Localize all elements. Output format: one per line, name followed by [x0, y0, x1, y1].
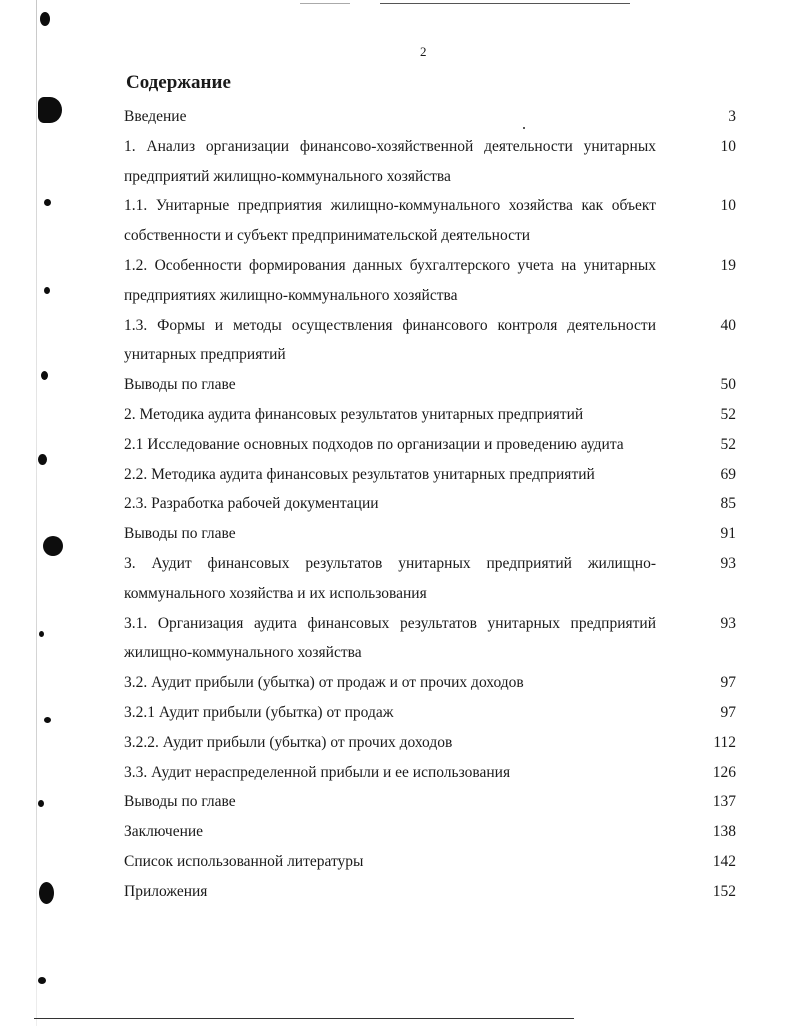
binding-hole-mark [43, 536, 63, 556]
binding-hole-mark [38, 977, 46, 984]
toc-entry-title: 1. Анализ организации финансово-хозяйственной деятельности унитарных предприятий жилищно-коммунального хозяйства [124, 137, 656, 185]
toc-entry-title: 3.2.1 Аудит прибыли (убытка) от продаж [124, 703, 394, 721]
toc-entry [124, 519, 740, 549]
scan-left-edge [36, 0, 37, 1026]
binding-hole-mark [44, 199, 51, 206]
table-of-contents [124, 102, 740, 907]
toc-entry [124, 758, 740, 788]
toc-entry [124, 549, 740, 609]
toc-entry [124, 877, 740, 907]
toc-entry [124, 251, 740, 311]
toc-entry [124, 728, 740, 758]
toc-entry-title: 3. Аудит финансовых результатов унитарных предприятий жилищно-коммунального хозяйства и их использования [124, 554, 656, 602]
toc-entry-page: 52 [720, 435, 736, 453]
toc-entry-title: Выводы по главе [124, 376, 236, 394]
toc-entry-page: 85 [720, 495, 736, 513]
toc-entry [124, 191, 740, 251]
toc-entry-page: 40 [720, 316, 736, 334]
toc-entry-title: 3.3. Аудит нераспределенной прибыли и ее использования [124, 763, 511, 781]
toc-entry-page: 3 [728, 108, 736, 125]
top-border-line [380, 3, 630, 4]
toc-entry-title: Приложения [124, 882, 208, 900]
toc-entry [124, 698, 740, 728]
toc-entry-page: 97 [720, 674, 736, 692]
toc-entry-page: 93 [720, 614, 736, 632]
toc-entry-title: Выводы по главе [124, 793, 236, 811]
toc-entry-page: 126 [712, 763, 736, 781]
toc-entry-page: 52 [720, 405, 736, 423]
toc-entry-page: 69 [720, 465, 736, 483]
toc-entry-title: 2. Методика аудита финансовых результатов унитарных предприятий [124, 405, 584, 423]
toc-entry [124, 668, 740, 698]
toc-entry [124, 460, 740, 490]
binding-hole-mark [38, 97, 62, 123]
toc-entry-title: Заключение [124, 823, 204, 841]
toc-entry-page: 10 [720, 137, 736, 155]
toc-entry-page: 152 [712, 882, 736, 900]
toc-entry-page: 142 [712, 852, 736, 870]
bottom-border-line [34, 1018, 574, 1019]
page-title: Содержание [126, 72, 231, 93]
toc-entry-page: 19 [720, 256, 736, 274]
toc-entry-page: 91 [720, 525, 736, 543]
toc-entry [124, 370, 740, 400]
toc-entry [124, 847, 740, 877]
toc-entry-title: Введение [124, 108, 187, 125]
toc-entry-page: 50 [720, 376, 736, 394]
toc-entry [124, 489, 740, 519]
top-border-fragment [300, 3, 350, 4]
toc-entry [124, 609, 740, 669]
toc-entry-page: 97 [720, 703, 736, 721]
toc-entry [124, 430, 740, 460]
toc-entry-title: 3.1. Организация аудита финансовых результатов унитарных предприятий жилищно-коммунального хозяйства [124, 614, 656, 662]
toc-entry-page: 138 [712, 823, 736, 841]
toc-entry-title: 1.3. Формы и методы осуществления финансового контроля деятельности унитарных предприятий [124, 316, 656, 364]
toc-entry [124, 132, 740, 192]
toc-entry-title: 2.3. Разработка рабочей документации [124, 495, 379, 513]
toc-entry-title: 2.2. Методика аудита финансовых результатов унитарных предприятий [124, 465, 595, 483]
toc-entry-title: 3.2. Аудит прибыли (убытка) от продаж и от прочих доходов [124, 674, 524, 692]
page-number: 2 [420, 44, 427, 59]
toc-entry [124, 102, 740, 132]
toc-entry-page: 137 [712, 793, 736, 811]
toc-entry-page: 112 [713, 733, 736, 751]
binding-hole-mark [44, 717, 51, 723]
toc-entry-title: 3.2.2. Аудит прибыли (убытка) от прочих доходов [124, 733, 453, 751]
toc-entry-page: 93 [720, 554, 736, 572]
binding-hole-mark [38, 800, 44, 807]
toc-entry-title: 2.1 Исследование основных подходов по организации и проведению аудита [124, 435, 624, 453]
toc-entry-title: Выводы по главе [124, 525, 236, 543]
toc-entry [124, 787, 740, 817]
toc-entry-title: 1.1. Унитарные предприятия жилищно-коммунального хозяйства как объект собственности и субъект предпринимательской деятельности [124, 197, 656, 245]
binding-hole-mark [40, 12, 50, 26]
toc-entry [124, 311, 740, 371]
toc-entry [124, 817, 740, 847]
binding-hole-mark [41, 371, 48, 380]
toc-entry-title: Список использованной литературы [124, 852, 364, 870]
binding-hole-mark [38, 454, 47, 465]
binding-hole-mark [39, 882, 54, 904]
binding-hole-mark [39, 631, 44, 637]
toc-entry-page: 10 [720, 197, 736, 215]
toc-entry [124, 400, 740, 430]
binding-hole-mark [44, 287, 50, 294]
toc-entry-title: 1.2. Особенности формирования данных бухгалтерского учета на унитарных предприятиях жилищно-коммунального хозяйства [124, 256, 656, 304]
